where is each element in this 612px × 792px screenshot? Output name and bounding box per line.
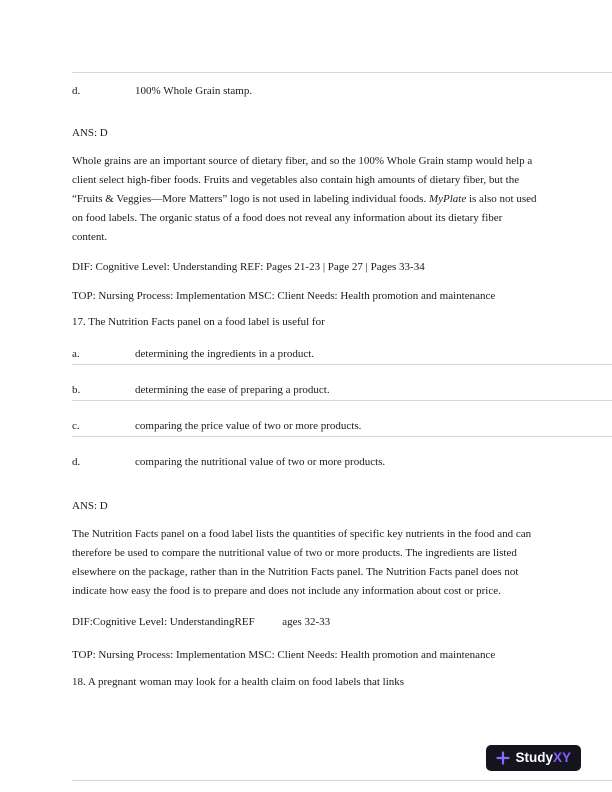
question-17: 17. The Nutrition Facts panel on a food label is useful for [72, 316, 325, 328]
dif-line-16: DIF: Cognitive Level: Understanding REF: Pages 21-23 | Page 27 | Pages 33-34 [72, 261, 425, 273]
q17-option-a [72, 332, 612, 365]
q17-option-c [72, 401, 612, 437]
logo-text-study: Study [515, 750, 553, 765]
option-text: determining the ease of preparing a product. [135, 384, 330, 396]
option-letter: b. [72, 384, 81, 396]
option-letter: d. [72, 456, 81, 468]
rationale-paragraph-16 [72, 152, 540, 247]
question-17-options [0, 332, 612, 472]
option-text: comparing the nutritional value of two or more products. [135, 456, 386, 468]
option-text: determining the ingredients in a product. [135, 348, 315, 360]
studyxy-logo[interactable] [486, 745, 581, 771]
logo-text-wrap [515, 745, 571, 771]
rationale-italic-myplate: MyPlate [428, 193, 467, 205]
answer-line-16: ANS: D [72, 127, 108, 139]
rationale-paragraph-17: The Nutrition Facts panel on a food label lists the quantities of specific key nutrients in the food and can therefore be used to compare the nutritional value of two or more products. The ingredients are listed elsewhere on the package, rather than in the Nutrition Facts panel. The Nutrition Facts panel does not indicate how easy the food is to prepare and does not include any information about cost or price. [72, 528, 532, 597]
top-line-16: TOP: Nursing Process: Implementation MSC: Client Needs: Health promotion and maintenance [72, 290, 496, 302]
answer-line-17: ANS: D [72, 500, 108, 512]
prev-question-option-d [72, 82, 612, 101]
rationale-text: is also not used on food labels. The organic status of a food does not reveal any information about its dietary fiber content. [72, 193, 537, 243]
separator-line-top [72, 72, 612, 73]
top-line-17: TOP: Nursing Process: Implementation MSC: Client Needs: Health promotion and maintenance [72, 649, 496, 661]
plus-icon [496, 751, 510, 765]
option-letter: d. [72, 85, 81, 97]
rationale-text: Whole grains are an important source of dietary fiber, and so the 100% Whole Grain stamp would help a client select high-fiber foods. Fruits and vegetables also contain high amounts of dietary fiber, but the “Fruits & Veggies—More Matters” logo is not used in labeling individual foods. [72, 155, 533, 205]
option-letter: c. [72, 420, 80, 432]
logo-text-xy: XY [552, 750, 571, 765]
question-18: 18. A pregnant woman may look for a health claim on food labels that links [72, 676, 405, 688]
dif-line-17: DIF:Cognitive Level: UnderstandingREF ages 32-33 [72, 616, 331, 628]
separator-line-bottom [72, 780, 612, 781]
option-text: comparing the price value of two or more products. [135, 420, 362, 432]
option-text: 100% Whole Grain stamp. [135, 85, 253, 97]
option-letter: a. [72, 348, 80, 360]
q17-option-d [72, 437, 612, 472]
q17-option-b [72, 365, 612, 401]
